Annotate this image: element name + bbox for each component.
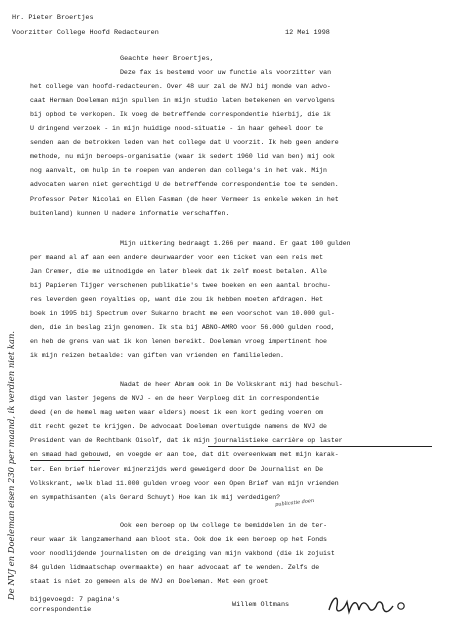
body-line: Mijn uitkering bedraagt 1.266 per maand. Er gaat 100 gulden: [120, 240, 351, 247]
body-line: res leverden geen royalties op, want die zou ik hebben moeten afdragen. Het: [30, 296, 324, 303]
body-line: Deze fax is bestemd voor uw functie als voorzitter van: [120, 69, 331, 76]
body-line: senden aan de betrokken leden van het college dat U voorzit. Ik heb geen andere: [30, 139, 339, 146]
body-line: staat is niet zo gemeen als de NVJ en Doeleman. Met een groet: [30, 578, 269, 585]
handwritten-insert-note: publicatie doen: [274, 497, 315, 509]
body-line: Nadat de heer Abram ook in De Volkskrant mij had beschul-: [120, 381, 343, 388]
body-line: het college van hoofd-redacteuren. Over 48 uur zal de NVJ bij monde van advo-: [30, 83, 331, 90]
recipient-name: Hr. Pieter Broertjes: [12, 14, 94, 22]
body-line: President van de Rechtbank Oisolf, dat ik mijn journalistieke carrière op laster: [30, 437, 343, 444]
body-line: reur waar ik langzamerhand aan bloot sta. Ook doe ik een beroep op het Fonds: [30, 536, 327, 543]
body-line: ter. Een brief hierover mijnerzijds werd geweigerd door De Journalist en De: [30, 466, 324, 473]
handwritten-underline: [208, 446, 432, 447]
body-line: advocaten waren niet gerechtigd U de betreffende correspondentie toe te senden.: [30, 181, 339, 188]
body-line: en heb de grens van wat ik kon lenen bereikt. Doeleman vroeg impertinent hoe: [30, 338, 327, 345]
body-line: 84 gulden lidmaatschap overmaakte) en haar advocaat af te wenden. Zelfs de: [30, 564, 320, 571]
body-line: voor noodlijdende journalisten om de dreiging van mijn vakbond (die ik zojuist: [30, 550, 335, 557]
enclosure-line: correspondentie: [30, 606, 92, 614]
body-line: U dringend verzoek - in mijn huidige nood-situatie - in haar geheel door te: [30, 125, 324, 132]
body-line: den, die in beslag zijn genomen. Ik sta bij ABNO-AMRO voor 56.000 gulden rood,: [30, 324, 335, 331]
body-line: buitenland) kunnen U nadere informatie verschaffen.: [30, 210, 230, 217]
handwritten-underline: [30, 460, 100, 461]
body-line: bij Papieren Tijger verschenen publikatie's twee boeken en een aantal brochu-: [30, 282, 331, 289]
letter-date: 12 Mei 1998: [285, 29, 330, 37]
body-line: Jan Cremer, die me uitnodigde en later bleek dat ik zelf moest betalen. Alle: [30, 268, 327, 275]
body-line: en sympathisanten (als Gerard Schuyt) Hoe kan ik mij verdedigen?: [30, 494, 281, 501]
salutation: Geachte heer Broertjes,: [120, 55, 214, 63]
body-line: boek in 1995 bij Spectrum over Sukarno bracht me een voorschot van 10.000 gul-: [30, 310, 335, 317]
signature-icon: [325, 592, 407, 618]
body-line: digd van laster jegens de NVJ - en de heer Verploeg dit in correspondentie: [30, 395, 320, 402]
sender-name: Willem Oltmans: [232, 601, 290, 609]
recipient-title: Voorzitter College Hoofd Redacteuren: [12, 29, 159, 37]
body-line: Professor Peter Nicolai en Ellen Fasman (de heer Vermeer is enkele weken in het: [30, 196, 339, 203]
margin-handwritten-note: De NVJ en Doeleman eisen 230 per maand, ik verdien niet kan.: [6, 330, 16, 600]
body-line: Volkskrant, welk blad 11.000 gulden vroeg voor een Open Brief van mijn vrienden: [30, 480, 339, 487]
body-line: per maand al af aan een andere deurwaarder voor een ticket van een reis met: [30, 254, 324, 261]
body-line: nog aanvalt, om hulp in te roepen van anderen dan collega's in het vak. Mijn: [30, 167, 327, 174]
body-line: ik mijn reizen betaalde: van giften van vrienden en familieleden.: [30, 352, 284, 359]
body-line: dit recht gezet te krijgen. De advocaat Doeleman overtuigde namens de NVJ de: [30, 423, 327, 430]
enclosure-line: bijgevoegd: 7 pagina's: [30, 596, 120, 604]
body-line: methode, nu mijn beroeps-organisatie (waar ik sedert 1960 lid van ben) mij ook: [30, 153, 335, 160]
body-line: bij opbod te verkopen. Ik voeg de betreffende correspondentie hierbij, die ik: [30, 111, 331, 118]
body-line: Ook een beroep op Uw college te bemiddelen in de ter-: [120, 522, 328, 529]
body-line: deed (en de hemel mag weten waar elders) moest ik een kort geding voeren om: [30, 409, 324, 416]
body-line: en smaad had gebouwd, en voegde er aan toe, dat dit overeenkwam met mijn karak-: [30, 451, 339, 458]
body-line: caat Herman Doeleman mijn spullen in mijn studio laten betekenen en vervolgens: [30, 97, 335, 104]
